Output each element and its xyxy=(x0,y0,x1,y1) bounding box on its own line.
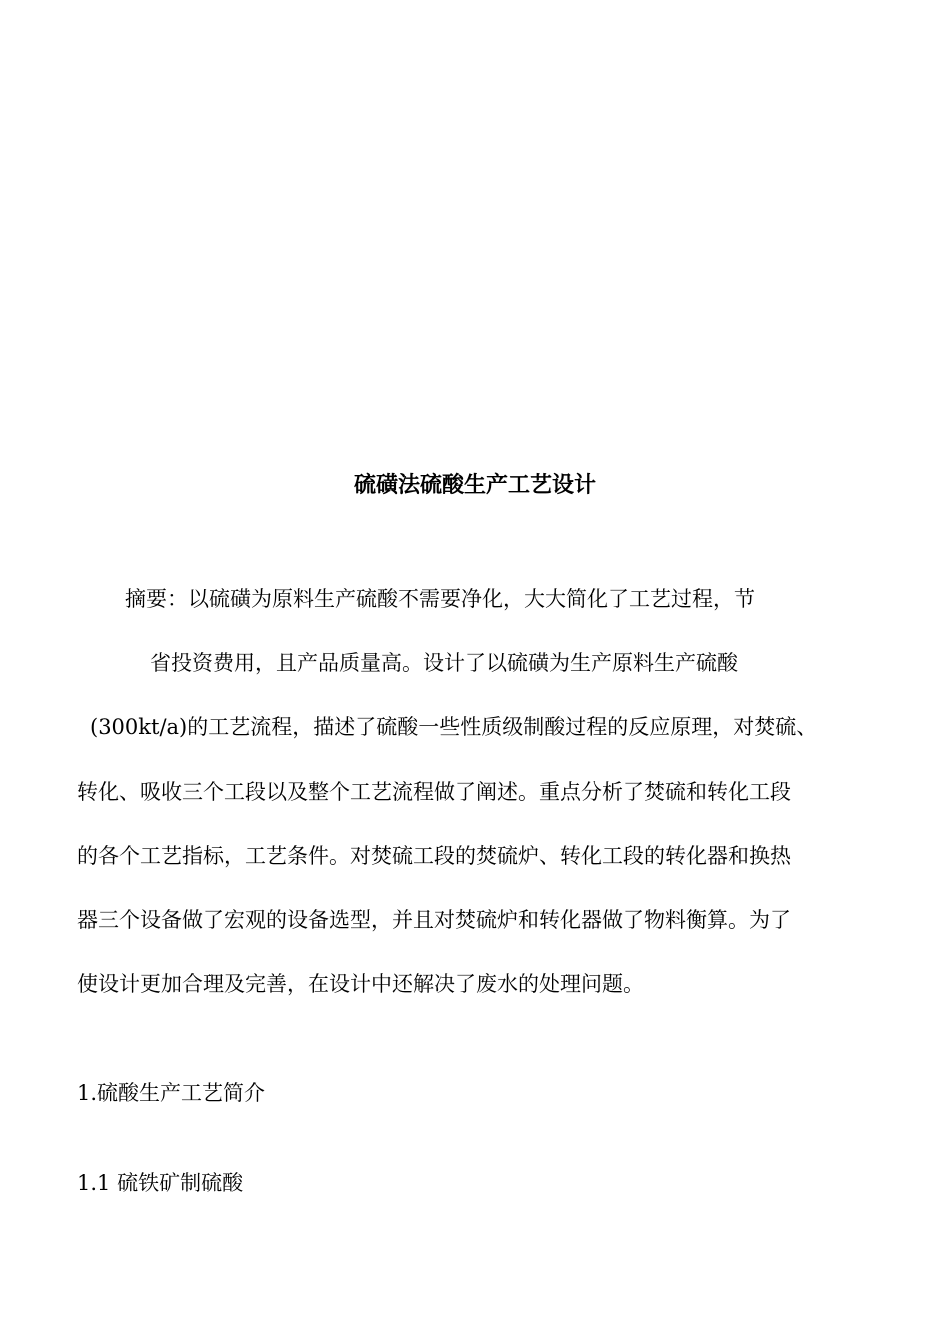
section-heading: 1.硫酸生产工艺简介 xyxy=(77,1081,266,1105)
abstract-line: 省投资费用，且产品质量高。设计了以硫磺为生产原料生产硫酸 xyxy=(150,651,738,675)
abstract-line: 器三个设备做了宏观的设备选型，并且对焚硫炉和转化器做了物料衡算。为了 xyxy=(77,908,791,932)
subsection-heading: 1.1 硫铁矿制硫酸 xyxy=(77,1171,244,1195)
abstract-line: 的各个工艺指标，工艺条件。对焚硫工段的焚硫炉、转化工段的转化器和换热 xyxy=(77,844,791,868)
abstract-line: 摘要：以硫磺为原料生产硫酸不需要净化，大大简化了工艺过程，节 xyxy=(125,587,755,611)
abstract-line: (300kt/a)的工艺流程，描述了硫酸一些性质级制酸过程的反应原理，对焚硫、 xyxy=(90,715,818,739)
abstract-line: 使设计更加合理及完善，在设计中还解决了废水的处理问题。 xyxy=(77,972,644,996)
document-title: 硫磺法硫酸生产工艺设计 xyxy=(353,473,596,498)
abstract-line: 转化、吸收三个工段以及整个工艺流程做了阐述。重点分析了焚硫和转化工段 xyxy=(77,780,791,804)
